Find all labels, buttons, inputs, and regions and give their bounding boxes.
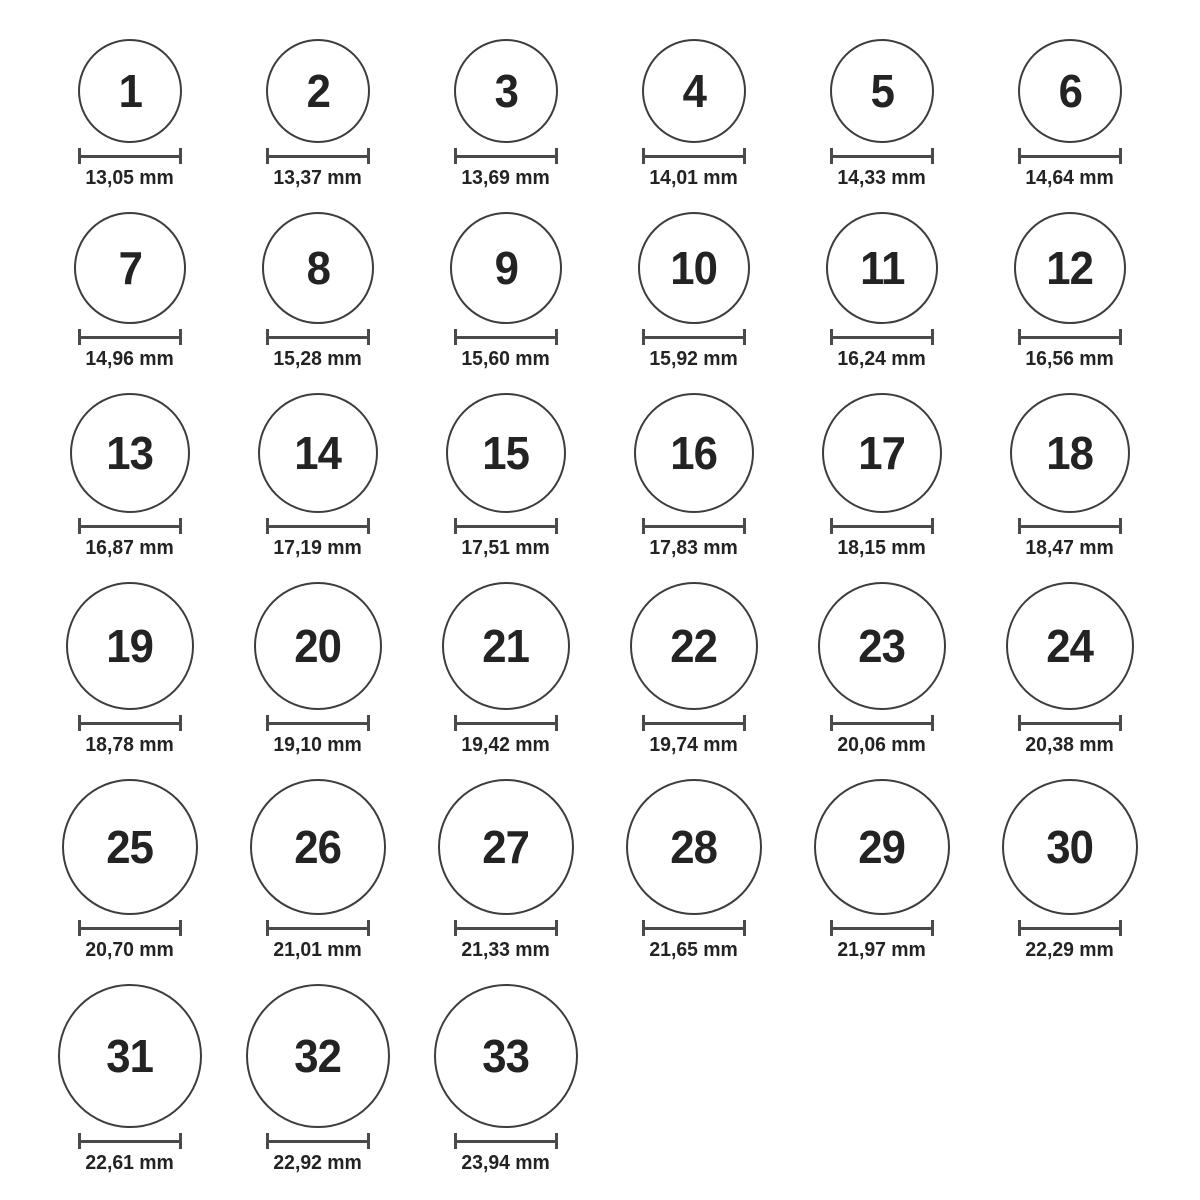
- ring-size-row: [36, 39, 1164, 189]
- size-number: 13: [106, 427, 154, 479]
- size-circle: [246, 984, 390, 1128]
- ring-size-cell: [976, 582, 1164, 756]
- size-number: 14: [294, 427, 342, 479]
- diameter-bar: [1018, 920, 1122, 936]
- ring-size-grid: [36, 39, 1164, 1174]
- size-number: 2: [306, 65, 330, 117]
- size-circle: [434, 984, 578, 1128]
- ring-size-row: [36, 582, 1164, 756]
- diameter-bar: [78, 715, 182, 731]
- ring-size-cell: [976, 39, 1164, 189]
- diameter-bar: [1018, 148, 1122, 164]
- diameter-label: 16,87 mm: [85, 537, 175, 559]
- size-circle: [250, 779, 386, 915]
- diameter-bar: [830, 148, 934, 164]
- ring-size-cell: [224, 582, 412, 756]
- diameter-bar: [1018, 329, 1122, 345]
- size-number: 7: [118, 242, 142, 294]
- size-number: 11: [859, 242, 905, 294]
- diameter-label: 22,29 mm: [1025, 939, 1115, 961]
- diameter-label: 16,56 mm: [1025, 348, 1115, 370]
- size-circle: [630, 582, 758, 710]
- size-circle: [1018, 39, 1122, 143]
- diameter-label: 23,94 mm: [461, 1152, 551, 1174]
- size-circle: [1010, 393, 1130, 513]
- size-circle: [450, 212, 562, 324]
- diameter-label: 15,28 mm: [273, 348, 363, 370]
- ring-size-cell: [600, 393, 788, 559]
- diameter-label: 13,37 mm: [273, 167, 363, 189]
- diameter-bar: [642, 148, 746, 164]
- ring-size-cell: [36, 582, 224, 756]
- size-number: 20: [294, 620, 342, 672]
- diameter-label: 14,96 mm: [85, 348, 175, 370]
- diameter-label: 18,15 mm: [837, 537, 927, 559]
- size-circle: [438, 779, 574, 915]
- diameter-bar: [454, 1133, 558, 1149]
- size-circle: [442, 582, 570, 710]
- diameter-bar: [454, 518, 558, 534]
- size-circle: [262, 212, 374, 324]
- diameter-bar: [78, 1133, 182, 1149]
- ring-size-cell: [788, 212, 976, 370]
- size-number: 3: [494, 65, 518, 117]
- diameter-bar: [830, 715, 934, 731]
- size-number: 29: [858, 821, 906, 873]
- diameter-bar: [454, 148, 558, 164]
- diameter-label: 20,70 mm: [85, 939, 175, 961]
- size-number: 5: [870, 65, 894, 117]
- ring-size-cell: [788, 393, 976, 559]
- ring-size-cell: [976, 212, 1164, 370]
- diameter-label: 18,78 mm: [85, 734, 175, 756]
- diameter-label: 21,33 mm: [461, 939, 551, 961]
- diameter-label: 19,42 mm: [461, 734, 551, 756]
- ring-size-cell: [36, 779, 224, 961]
- diameter-bar: [78, 920, 182, 936]
- ring-size-row: [36, 393, 1164, 559]
- size-circle: [74, 212, 186, 324]
- diameter-label: 16,24 mm: [837, 348, 927, 370]
- size-number: 6: [1058, 65, 1082, 117]
- diameter-label: 22,61 mm: [85, 1152, 175, 1174]
- size-circle: [830, 39, 934, 143]
- size-circle: [454, 39, 558, 143]
- diameter-label: 17,19 mm: [273, 537, 363, 559]
- size-circle: [446, 393, 566, 513]
- ring-size-cell: [788, 779, 976, 961]
- size-circle: [634, 393, 754, 513]
- diameter-label: 21,97 mm: [837, 939, 927, 961]
- diameter-bar: [830, 329, 934, 345]
- size-circle: [814, 779, 950, 915]
- ring-size-cell: [36, 212, 224, 370]
- size-circle: [254, 582, 382, 710]
- ring-size-row: [36, 779, 1164, 961]
- size-number: 28: [670, 821, 718, 873]
- size-circle: [70, 393, 190, 513]
- diameter-label: 21,65 mm: [649, 939, 739, 961]
- size-number: 16: [670, 427, 718, 479]
- size-circle: [1006, 582, 1134, 710]
- size-circle: [626, 779, 762, 915]
- diameter-bar: [78, 148, 182, 164]
- ring-size-cell: [224, 212, 412, 370]
- size-circle: [266, 39, 370, 143]
- ring-size-cell: [600, 779, 788, 961]
- diameter-label: 17,83 mm: [649, 537, 739, 559]
- size-number: 21: [482, 620, 530, 672]
- diameter-label: 21,01 mm: [273, 939, 363, 961]
- size-number: 1: [118, 65, 142, 117]
- size-number: 25: [106, 821, 154, 873]
- diameter-bar: [642, 518, 746, 534]
- diameter-bar: [454, 715, 558, 731]
- size-number: 4: [682, 65, 706, 117]
- ring-size-cell: [600, 212, 788, 370]
- diameter-label: 14,01 mm: [649, 167, 739, 189]
- diameter-bar: [78, 518, 182, 534]
- size-circle: [1014, 212, 1126, 324]
- ring-size-cell: [36, 393, 224, 559]
- diameter-bar: [266, 148, 370, 164]
- ring-size-cell: [412, 393, 600, 559]
- diameter-label: 19,74 mm: [649, 734, 739, 756]
- ring-size-cell: [600, 582, 788, 756]
- diameter-label: 20,06 mm: [837, 734, 927, 756]
- ring-size-cell: [224, 779, 412, 961]
- diameter-label: 18,47 mm: [1025, 537, 1115, 559]
- size-number: 10: [670, 242, 718, 294]
- ring-size-cell: [412, 984, 600, 1174]
- diameter-label: 19,10 mm: [273, 734, 363, 756]
- diameter-label: 15,60 mm: [461, 348, 551, 370]
- diameter-bar: [454, 920, 558, 936]
- size-circle: [258, 393, 378, 513]
- diameter-bar: [266, 715, 370, 731]
- ring-size-cell: [412, 39, 600, 189]
- diameter-bar: [266, 1133, 370, 1149]
- diameter-label: 20,38 mm: [1025, 734, 1115, 756]
- diameter-bar: [454, 329, 558, 345]
- size-number: 19: [106, 620, 154, 672]
- ring-size-cell: [224, 984, 412, 1174]
- ring-size-cell: [600, 39, 788, 189]
- ring-size-cell: [788, 582, 976, 756]
- ring-size-cell: [412, 582, 600, 756]
- size-circle: [66, 582, 194, 710]
- ring-size-row: [36, 212, 1164, 370]
- ring-size-cell: [36, 984, 224, 1174]
- size-circle: [822, 393, 942, 513]
- ring-size-cell: [976, 393, 1164, 559]
- size-number: 27: [482, 821, 530, 873]
- size-number: 26: [294, 821, 342, 873]
- diameter-label: 14,64 mm: [1025, 167, 1115, 189]
- ring-size-cell: [412, 212, 600, 370]
- size-number: 31: [106, 1030, 154, 1082]
- size-circle: [642, 39, 746, 143]
- size-circle: [1002, 779, 1138, 915]
- size-number: 33: [482, 1030, 530, 1082]
- size-circle: [58, 984, 202, 1128]
- ring-size-cell: [224, 393, 412, 559]
- ring-size-cell: [36, 39, 224, 189]
- size-circle: [826, 212, 938, 324]
- ring-size-cell: [412, 779, 600, 961]
- diameter-label: 14,33 mm: [837, 167, 927, 189]
- ring-size-cell: [224, 39, 412, 189]
- size-number: 8: [306, 242, 330, 294]
- size-circle: [78, 39, 182, 143]
- diameter-bar: [830, 920, 934, 936]
- diameter-label: 13,69 mm: [461, 167, 551, 189]
- size-number: 15: [482, 427, 530, 479]
- diameter-label: 13,05 mm: [85, 167, 175, 189]
- diameter-label: 17,51 mm: [461, 537, 551, 559]
- diameter-bar: [266, 518, 370, 534]
- size-number: 30: [1046, 821, 1094, 873]
- diameter-bar: [266, 920, 370, 936]
- size-circle: [62, 779, 198, 915]
- diameter-label: 22,92 mm: [273, 1152, 363, 1174]
- diameter-bar: [642, 715, 746, 731]
- diameter-bar: [266, 329, 370, 345]
- diameter-bar: [78, 329, 182, 345]
- size-number: 9: [494, 242, 518, 294]
- diameter-label: 15,92 mm: [649, 348, 739, 370]
- size-circle: [638, 212, 750, 324]
- size-circle: [818, 582, 946, 710]
- diameter-bar: [642, 329, 746, 345]
- diameter-bar: [1018, 715, 1122, 731]
- size-number: 17: [858, 427, 906, 479]
- diameter-bar: [1018, 518, 1122, 534]
- diameter-bar: [642, 920, 746, 936]
- size-number: 12: [1046, 242, 1094, 294]
- ring-size-cell: [788, 39, 976, 189]
- size-number: 23: [858, 620, 906, 672]
- size-number: 18: [1046, 427, 1094, 479]
- size-number: 24: [1046, 620, 1094, 672]
- size-number: 32: [294, 1030, 342, 1082]
- size-number: 22: [670, 620, 718, 672]
- diameter-bar: [830, 518, 934, 534]
- ring-size-row: [36, 984, 1164, 1174]
- ring-size-cell: [976, 779, 1164, 961]
